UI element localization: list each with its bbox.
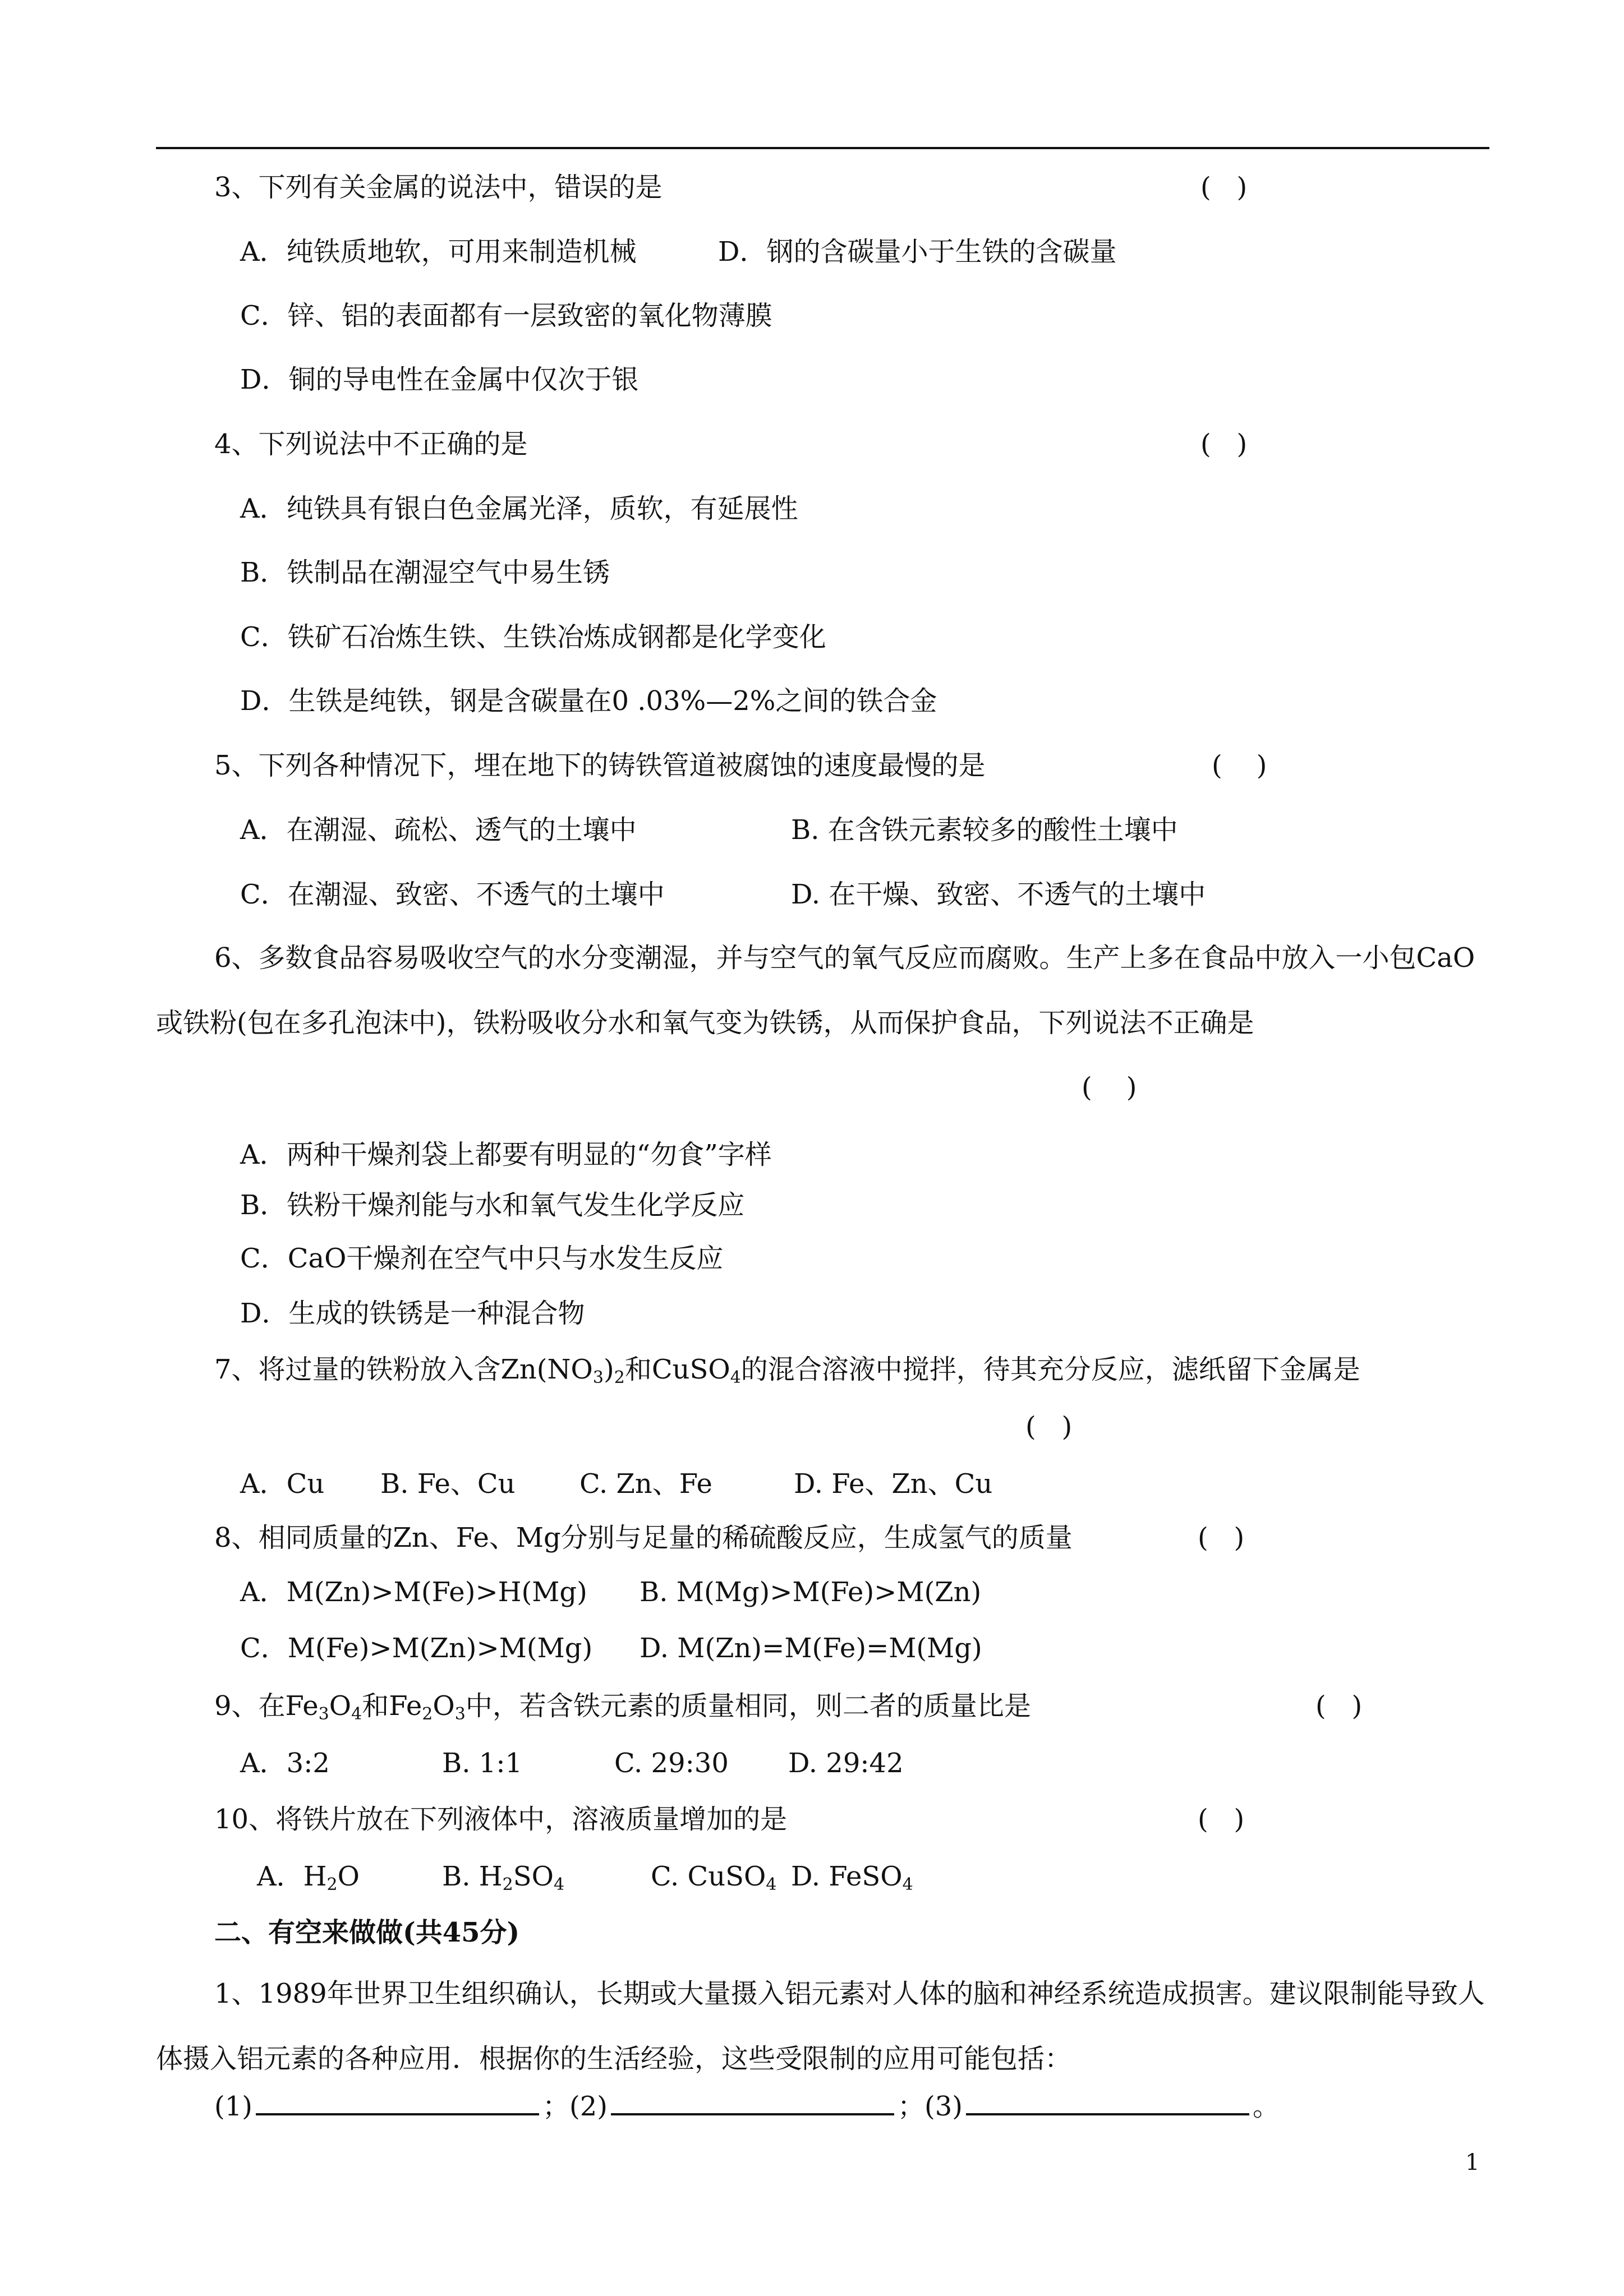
q7-subscript: 3 xyxy=(592,1368,604,1387)
q7-subscript: 4 xyxy=(730,1368,741,1387)
q10-option-a xyxy=(257,1861,360,1894)
q7-stem xyxy=(214,1354,1360,1387)
q8-option-a: A．M(Zn)>M(Fe)>H(Mg) xyxy=(240,1576,587,1608)
q5-answer-paren: ( ) xyxy=(1212,750,1267,781)
blank-label: (1) xyxy=(214,2091,252,2122)
q9-option-c: C. 29:30 xyxy=(614,1748,729,1779)
answer-blank-3[interactable] xyxy=(966,2091,1249,2115)
q10-option-b-part: SO xyxy=(513,1861,554,1892)
blank-label: ；(3) xyxy=(898,2091,963,2122)
q9-option-d: D. 29:42 xyxy=(788,1748,904,1779)
q9-stem-part: O xyxy=(433,1690,455,1722)
q10-subscript: 4 xyxy=(553,1875,565,1894)
q7-option-a: A．Cu xyxy=(240,1468,325,1500)
blank-label: ；(2) xyxy=(542,2091,608,2122)
q9-option-a: A．3:2 xyxy=(240,1748,330,1779)
q8-option-d: D. M(Zn)=M(Fe)=M(Mg) xyxy=(640,1633,982,1664)
q10-subscript: 4 xyxy=(902,1875,913,1894)
q3-stem: 3、下列有关金属的说法中，错误的是 xyxy=(214,172,663,203)
q6-option-b: B．铁粉干燥剂能与水和氧气发生化学反应 xyxy=(240,1190,745,1221)
q9-subscript: 2 xyxy=(422,1704,433,1724)
q9-stem-part: 中，若含铁元素的质量相同，则二者的质量比是 xyxy=(465,1690,1031,1722)
q10-subscript: 2 xyxy=(502,1875,513,1894)
q9-stem-part: 和Fe xyxy=(362,1690,422,1722)
q6-option-a: A．两种干燥剂袋上都要有明显的“勿食”字样 xyxy=(240,1139,772,1170)
blank-end: 。 xyxy=(1253,2091,1280,2122)
q10-subscript: 4 xyxy=(766,1875,777,1894)
answer-blank-2[interactable] xyxy=(611,2091,894,2115)
q4-stem: 4、下列说法中不正确的是 xyxy=(214,428,528,460)
q10-subscript: 2 xyxy=(326,1875,338,1894)
q10-option-d xyxy=(791,1861,913,1894)
q6-option-c: C．CaO干燥剂在空气中只与水发生反应 xyxy=(240,1243,724,1274)
q9-subscript: 4 xyxy=(351,1704,362,1724)
q6-stem: 6、多数食品容易吸收空气的水分变潮湿，并与空气的氧气反应而腐败。生产上多在食品中放入一小包CaO或铁粉(包在多孔泡沫中)，铁粉吸收分水和氧气变为铁锈，从而保护食品，下列说法不正确是 xyxy=(156,942,1475,1039)
q4-answer-paren: ( ) xyxy=(1200,428,1248,460)
q10-option-d-part: D. FeSO xyxy=(791,1861,903,1892)
q4-option-a: A．纯铁具有银白色金属光泽，质软，有延展性 xyxy=(240,493,798,524)
q4-option-b: B．铁制品在潮湿空气中易生锈 xyxy=(240,557,610,588)
q8-stem: 8、相同质量的Zn、Fe、Mg分别与足量的稀硫酸反应，生成氢气的质量 xyxy=(214,1522,1073,1553)
q5-option-b: B. 在含铁元素较多的酸性土壤中 xyxy=(791,814,1178,846)
header-rule xyxy=(156,147,1489,149)
answer-blank-1[interactable] xyxy=(256,2091,539,2115)
q5-option-c: C．在潮湿、致密、不透气的土壤中 xyxy=(240,879,665,910)
q7-stem-part: 7、将过量的铁粉放入含Zn(NO xyxy=(214,1354,593,1385)
q3-option-d: D．铜的导电性在金属中仅次于银 xyxy=(240,364,639,395)
q10-option-c-part: C. CuSO xyxy=(651,1861,766,1892)
q5-option-a: A．在潮湿、疏松、透气的土壤中 xyxy=(240,814,637,846)
q7-option-d: D. Fe、Zn、Cu xyxy=(794,1468,993,1500)
q10-option-a-part: A．H xyxy=(257,1861,327,1892)
q7-subscript: 2 xyxy=(614,1368,625,1387)
q9-subscript: 3 xyxy=(318,1704,329,1724)
q3-answer-paren: ( ) xyxy=(1200,172,1248,203)
q9-stem-part: 9、在Fe xyxy=(214,1690,319,1722)
q7-stem-part: 的混合溶液中搅拌，待其充分反应，滤纸留下金属是 xyxy=(740,1354,1360,1385)
page-number: 1 xyxy=(1465,2150,1480,2175)
section2-q1-stem: 1、1989年世界卫生组织确认，长期或大量摄入铝元素对人体的脑和神经系统造成损害。建议限制能导致人体摄入铝元素的各种应用．根据你的生活经验，这些受限制的应用可能包括： xyxy=(156,1978,1485,2074)
q3-option-b: D．钢的含碳量小于生铁的含碳量 xyxy=(718,236,1117,268)
q10-option-b xyxy=(442,1861,565,1894)
q5-option-d: D. 在干燥、致密、不透气的土壤中 xyxy=(791,879,1206,910)
q4-option-c: C．铁矿石冶炼生铁、生铁冶炼成钢都是化学变化 xyxy=(240,621,826,653)
q7-stem-part: ) xyxy=(603,1354,614,1385)
q4-option-d: D．生铁是纯铁，钢是含碳量在0 .03%—2%之间的铁合金 xyxy=(240,685,937,717)
q9-stem xyxy=(214,1690,1031,1724)
q8-option-c: C．M(Fe)>M(Zn)>M(Mg) xyxy=(240,1633,593,1664)
section-2-heading: 二、有空来做做(共45分) xyxy=(214,1917,520,1948)
q9-subscript: 3 xyxy=(454,1704,466,1724)
q5-stem: 5、下列各种情况下，埋在地下的铸铁管道被腐蚀的速度最慢的是 xyxy=(214,750,986,781)
q7-option-c: C. Zn、Fe xyxy=(579,1468,712,1500)
section2-q1-blanks xyxy=(214,2091,1280,2120)
q10-option-c xyxy=(651,1861,777,1894)
q7-option-b: B. Fe、Cu xyxy=(380,1468,516,1500)
q10-option-a-part: O xyxy=(337,1861,360,1892)
q3-option-c: C．锌、铝的表面都有一层致密的氧化物薄膜 xyxy=(240,300,772,331)
q7-answer-paren: ( ) xyxy=(1025,1411,1073,1442)
q6-answer-paren: ( ) xyxy=(1082,1072,1137,1103)
q10-answer-paren: ( ) xyxy=(1198,1804,1245,1835)
q9-option-b: B. 1:1 xyxy=(442,1748,523,1779)
q8-option-b: B. M(Mg)>M(Fe)>M(Zn) xyxy=(640,1576,982,1608)
q10-stem: 10、将铁片放在下列液体中，溶液质量增加的是 xyxy=(214,1804,788,1835)
q7-stem-part: 和CuSO xyxy=(624,1354,730,1385)
q6-option-d: D．生成的铁锈是一种混合物 xyxy=(240,1298,585,1329)
q10-option-b-part: B. H xyxy=(442,1861,503,1892)
q3-option-a: A．纯铁质地软，可用来制造机械 xyxy=(240,236,637,268)
q9-stem-part: O xyxy=(329,1690,352,1722)
q9-answer-paren: ( ) xyxy=(1315,1690,1363,1722)
q8-answer-paren: ( ) xyxy=(1198,1522,1245,1553)
